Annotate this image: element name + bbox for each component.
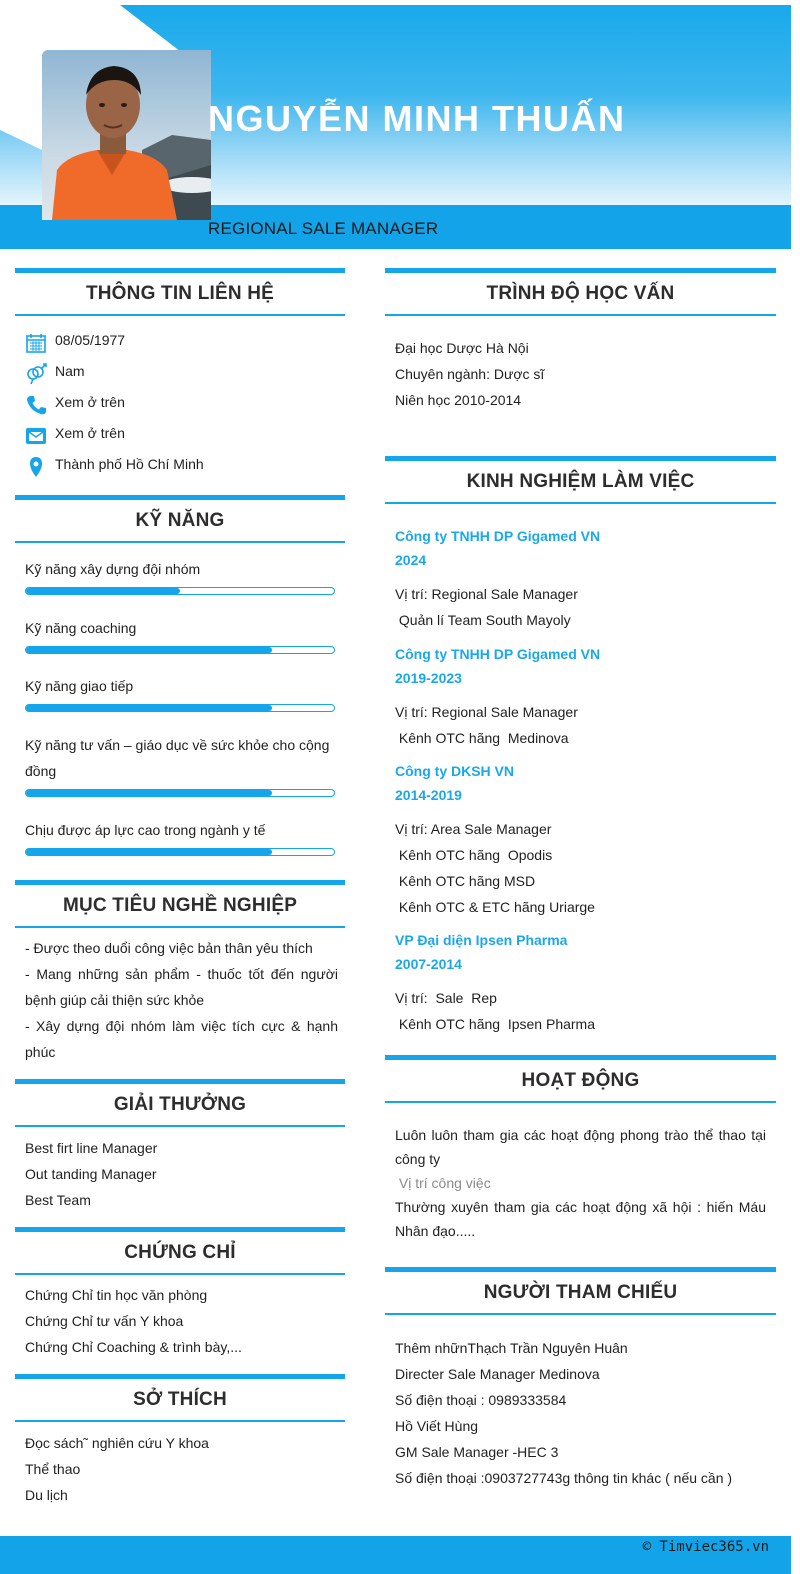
job-period: 2014-2019 [395, 787, 462, 803]
objective-section-header [15, 880, 345, 928]
experience-section [385, 456, 776, 504]
skill-label: Chịu được áp lực cao trong ngành y tế [25, 822, 266, 838]
certificates-section-header [15, 1227, 345, 1275]
references-section-title: NGƯỜI THAM CHIẾU [483, 1282, 678, 1303]
job-entry [395, 928, 776, 1037]
education-body [395, 335, 776, 413]
objective-line: - Mang những sản phẩm - thuốc tốt đến người bệnh giúp cải thiện sức khỏe [25, 966, 338, 1008]
skill-label: Kỹ năng coaching [25, 620, 137, 636]
education-section [385, 268, 776, 316]
job-period: 2019-2023 [395, 670, 462, 686]
job-company: VP Đại diện Ipsen Pharma [395, 932, 568, 948]
skill-bar-fill [26, 705, 272, 711]
hobbies-section-title: SỞ THÍCH [133, 1389, 227, 1410]
job-position: Vị trí: Regional Sale Manager [395, 704, 578, 720]
references-body [395, 1335, 776, 1491]
activities-section [385, 1055, 776, 1103]
certificates-body [25, 1282, 345, 1360]
footer-credit: © Timviec365.vn [642, 1539, 769, 1555]
contact-gender-row [25, 362, 85, 386]
award-item: Best firt line Manager [25, 1140, 158, 1156]
job-detail: Kênh OTC hãng Medinova [395, 730, 569, 746]
activity-line: Thường xuyên tham gia các hoạt động xã hội : hiến Máu Nhân đạo..... [395, 1199, 766, 1239]
skill-bar-fill [26, 849, 272, 855]
job-company: Công ty TNHH DP Gigamed VN [395, 528, 601, 544]
certificate-item: Chứng Chỉ tư vấn Y khoa [25, 1313, 184, 1329]
hobbies-section-header [15, 1374, 345, 1422]
skill-item [25, 556, 335, 582]
objective-body [25, 935, 338, 1065]
hobbies-body [25, 1430, 345, 1508]
job-position: Vị trí: Area Sale Manager [395, 821, 552, 837]
email-icon [25, 425, 47, 447]
job-detail: Quản lí Team South Mayoly [395, 612, 571, 628]
reference-line: Số điện thoại :0903727743g thông tin khác ( nếu cần ) [395, 1470, 733, 1486]
contact-phone-row [25, 393, 125, 417]
skills-section [15, 495, 345, 543]
education-section-title: TRÌNH ĐỘ HỌC VẤN [486, 283, 675, 304]
education-section-header [385, 268, 776, 316]
reference-line: Directer Sale Manager Medinova [395, 1366, 600, 1382]
skill-bar [25, 704, 335, 712]
activities-body [395, 1123, 766, 1243]
job-detail: Kênh OTC & ETC hãng Uriarge [395, 899, 595, 915]
skill-item [25, 673, 335, 699]
references-section [385, 1267, 776, 1315]
activities-section-header [385, 1055, 776, 1103]
reference-line: Hồ Viết Hùng [395, 1418, 479, 1434]
skill-label: Kỹ năng tư vấn – giáo dục về sức khỏe cho cộng đồng [25, 737, 330, 779]
phone-icon [25, 394, 47, 416]
skill-item [25, 732, 335, 784]
header [0, 0, 791, 249]
certificates-section [15, 1227, 345, 1275]
calendar-icon [25, 332, 47, 354]
contact-email-row [25, 424, 125, 448]
activity-placeholder: Vị trí công việc [395, 1175, 491, 1191]
award-item: Best Team [25, 1192, 91, 1208]
hobbies-section [15, 1374, 345, 1422]
experience-section-header [385, 456, 776, 504]
contact-section-title: THÔNG TIN LIÊN HỆ [85, 283, 275, 304]
objective-line: - Được theo duổi công việc bản thân yêu thích [25, 940, 313, 956]
hobby-item: Đọc sách˜ nghiên cứu Y khoa [25, 1435, 209, 1451]
contact-gender: Nam [55, 363, 85, 379]
job-company: Công ty DKSH VN [395, 763, 514, 779]
reference-line: Số điện thoại : 0989333584 [395, 1392, 567, 1408]
contact-section-header [15, 268, 345, 316]
activities-section-title: HOẠT ĐỘNG [521, 1070, 640, 1091]
contact-address-row [25, 455, 204, 479]
skill-item [25, 817, 335, 843]
job-entry [395, 759, 776, 920]
skill-bar [25, 789, 335, 797]
skill-bar-fill [26, 588, 180, 594]
gender-icon [25, 363, 47, 385]
contact-email: Xem ở trên [55, 425, 125, 441]
job-detail: Kênh OTC hãng MSD [395, 873, 536, 889]
job-period: 2024 [395, 552, 427, 568]
hobby-item: Du lịch [25, 1487, 68, 1503]
candidate-name: NGUYỄN MINH THUẤN [208, 98, 626, 139]
skill-bar-fill [26, 647, 272, 653]
contact-phone: Xem ở trên [55, 394, 125, 410]
job-entry [395, 524, 776, 633]
skill-label: Kỹ năng giao tiếp [25, 678, 134, 694]
skills-section-header [15, 495, 345, 543]
reference-line: Thêm nhữnThạch Trần Nguyên Huân [395, 1340, 628, 1356]
education-line: Chuyên ngành: Dược sĩ [395, 366, 545, 382]
profile-photo [42, 50, 211, 220]
contact-address: Thành phố Hồ Chí Minh [55, 456, 204, 472]
job-company: Công ty TNHH DP Gigamed VN [395, 646, 601, 662]
awards-section-header [15, 1079, 345, 1127]
candidate-role: REGIONAL SALE MANAGER [208, 219, 439, 238]
job-period: 2007-2014 [395, 956, 462, 972]
skill-bar [25, 646, 335, 654]
footer [0, 1536, 791, 1574]
location-icon [25, 456, 47, 478]
certificate-item: Chứng Chỉ tin học văn phòng [25, 1287, 208, 1303]
skill-label: Kỹ năng xây dựng đội nhóm [25, 561, 201, 577]
awards-section-title: GIẢI THƯỞNG [113, 1094, 247, 1115]
job-detail: Kênh OTC hãng Opodis [395, 847, 553, 863]
contact-birthday: 08/05/1977 [55, 332, 126, 348]
certificates-section-title: CHỨNG CHỈ [124, 1242, 236, 1263]
awards-body [25, 1135, 345, 1213]
skills-section-title: KỸ NĂNG [135, 510, 225, 531]
references-section-header [385, 1267, 776, 1315]
awards-section [15, 1079, 345, 1127]
contact-section [15, 268, 345, 316]
education-line: Đại học Dược Hà Nội [395, 340, 529, 356]
skill-bar-fill [26, 790, 272, 796]
job-position: Vị trí: Sale Rep [395, 990, 497, 1006]
education-line: Niên học 2010-2014 [395, 392, 522, 408]
activity-line: Luôn luôn tham gia các hoạt động phong trào thể thao tại công ty [395, 1127, 766, 1167]
experience-section-title: KINH NGHIỆM LÀM VIỆC [466, 471, 695, 492]
skill-bar [25, 848, 335, 856]
objective-section-title: MỤC TIÊU NGHỀ NGHIỆP [62, 895, 298, 916]
job-detail: Kênh OTC hãng Ipsen Pharma [395, 1016, 595, 1032]
contact-birthday-row [25, 331, 126, 355]
reference-line: GM Sale Manager -HEC 3 [395, 1444, 559, 1460]
certificate-item: Chứng Chỉ Coaching & trình bày,... [25, 1339, 242, 1355]
job-position: Vị trí: Regional Sale Manager [395, 586, 578, 602]
hobby-item: Thể thao [25, 1461, 81, 1477]
skill-bar [25, 587, 335, 595]
job-entry [395, 642, 776, 751]
objective-line: - Xây dựng đội nhóm làm việc tích cực & hạnh phúc [25, 1018, 338, 1060]
award-item: Out tanding Manager [25, 1166, 157, 1182]
objective-section [15, 880, 345, 928]
skill-item [25, 615, 335, 641]
